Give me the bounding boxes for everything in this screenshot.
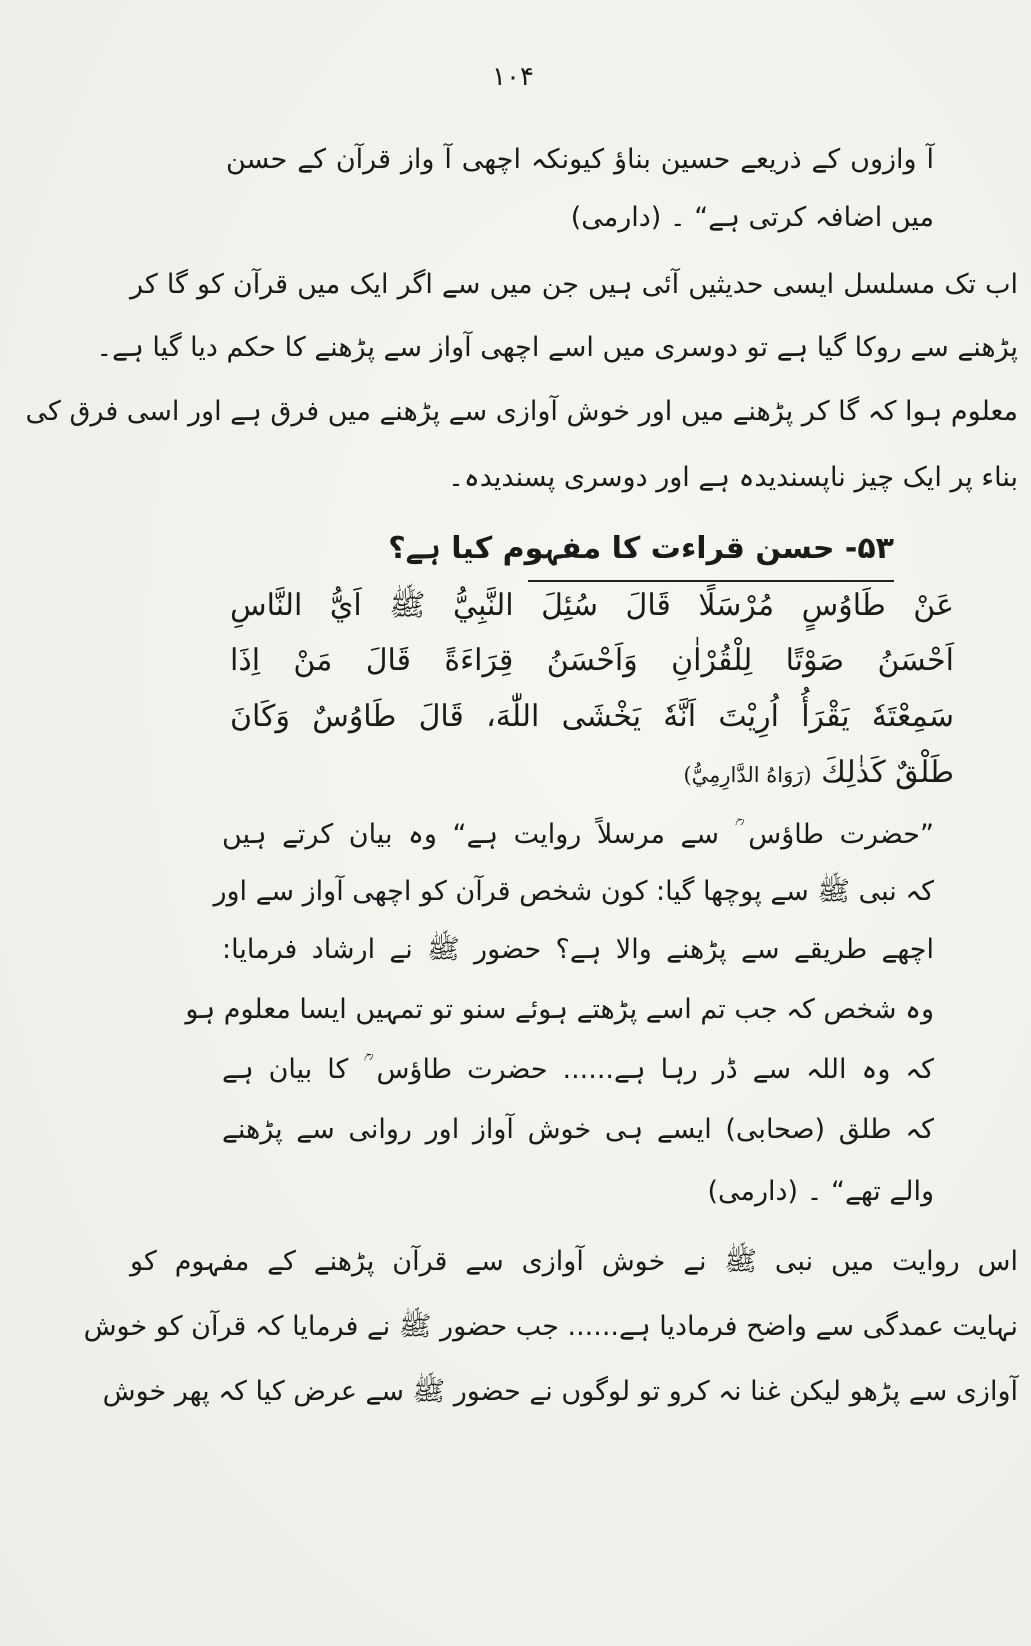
translation-line-5: کہ وہ اللہ سے ڈر رہا ہے...... حضرت طاؤس ؒ کا بیان ہے [222,1054,934,1085]
translation-line-2: کہ نبی ﷺ سے پوچھا گیا: کون شخص قرآن کو اچھی آواز سے اور [213,876,934,907]
paragraph2-line-2: نہایت عمدگی سے واضح فرمادیا ہے...... جب حضور ﷺ نے فرمایا کہ قرآن کو خوش [83,1311,1018,1342]
paragraph1-line-4: بناء پر ایک چیز ناپسندیدہ ہے اور دوسری پسندیدہ۔ [448,462,1018,493]
heading-underline [528,580,894,582]
paragraph2-line-1: اس روایت میں نبی ﷺ نے خوش آوازی سے قرآن پڑھنے کے مفہوم کو [130,1246,1018,1277]
arabic-line-4-text: طَلْقٌ كَذٰلِكَ [821,755,954,790]
translation-line-4: وہ شخص کہ جب تم اسے پڑھتے ہوئے سنو تو تمہیں ایسا معلوم ہو [185,994,934,1025]
arabic-line-4 [520,750,954,798]
translation-line-6: کہ طلق (صحابی) ایسے ہی خوش آواز اور روانی سے پڑھنے [222,1114,934,1145]
translation-line-7: والے تھے“ ۔ (دارمی) [707,1176,934,1207]
translation-line-3: اچھے طریقے سے پڑھنے والا ہے؟ حضور ﷺ نے ارشاد فرمایا: [222,934,934,965]
arabic-reference: (رَوَاهُ الدَّارِمِيُّ) [683,763,812,787]
page-number: ۱۰۴ [492,62,534,92]
paragraph1-line-1: اب تک مسلسل ایسی حدیثیں آئی ہیں جن میں سے اگر ایک میں قرآن کو گا کر [130,269,1018,300]
paragraph1-line-3: معلوم ہوا کہ گا کر پڑھنے میں اور خوش آوازی سے پڑھنے میں فرق ہے اور اسی فرق کی [25,396,1018,427]
arabic-line-3: سَمِعْتَهٗ يَقْرَأُ اُرِيْتَ اَنَّهٗ يَخْشَى اللّٰهَ، قَالَ طَاوُسٌ وَكَانَ [230,699,954,734]
paragraph2-line-3: آوازی سے پڑھو لیکن غنا نہ کرو تو لوگوں نے حضور ﷺ سے عرض کیا کہ پھر خوش [102,1376,1018,1407]
arabic-line-1: عَنْ طَاوُسٍ مُرْسَلًا قَالَ سُئِلَ النَّبِيُّ ﷺ اَيُّ النَّاسِ [230,588,954,623]
section-heading: ۵۳- حسن قراءت کا مفہوم کیا ہے؟ [388,531,894,566]
arabic-line-2: اَحْسَنُ صَوْتًا لِلْقُرْاٰنِ وَاَحْسَنُ قِرَاءَةً قَالَ مَنْ اِذَا [230,643,954,678]
intro-line-2: میں اضافہ کرتی ہے“ ۔ (دارمی) [570,202,934,233]
paragraph1-line-2: پڑھنے سے روکا گیا ہے تو دوسری میں اسے اچھی آواز سے پڑھنے کا حکم دیا گیا ہے۔ [96,332,1018,363]
translation-line-1: ”حضرت طاؤس ؒ سے مرسلاً روایت ہے“ وہ بیان کرتے ہیں [222,819,934,850]
intro-line-1: آ وازوں کے ذریعے حسین بناؤ کیونکہ اچھی آ واز قرآن کے حسن [226,144,934,175]
